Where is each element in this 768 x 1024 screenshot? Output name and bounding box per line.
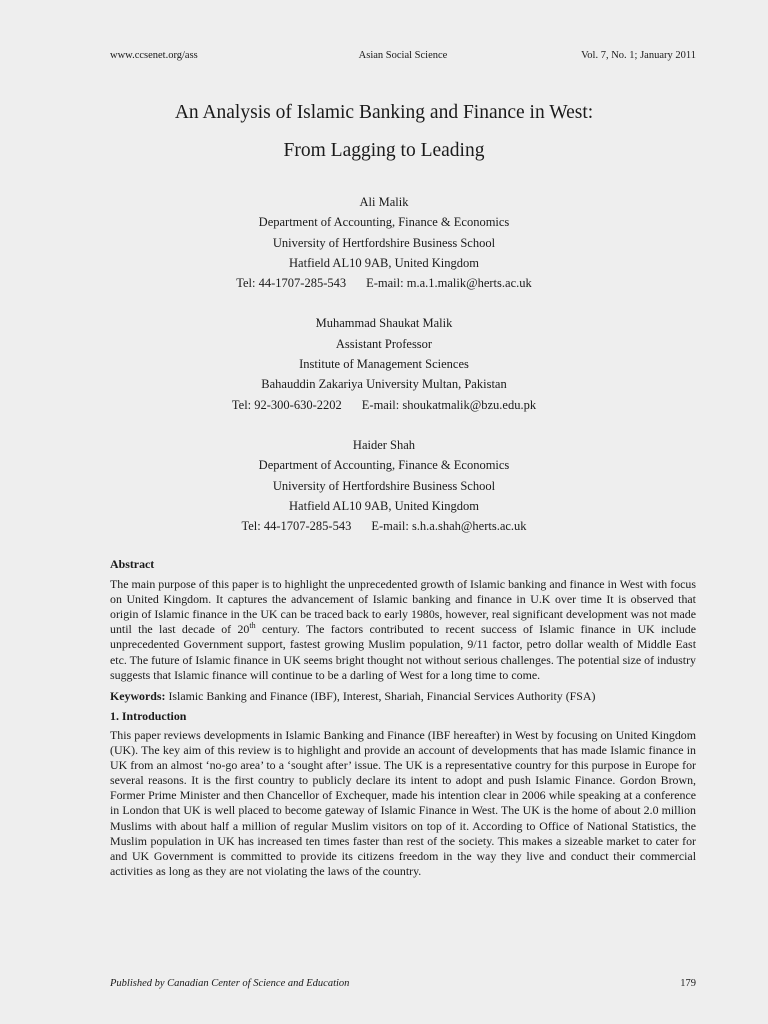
- author-contact: [0, 516, 768, 536]
- keywords-text: Islamic Banking and Finance (IBF), Interest, Shariah, Financial Services Authority (FSA): [165, 688, 596, 703]
- abstract-text-part: The main purpose of this paper is to highlight the unprecedented growth of Islamic banking and finance in West with focus on United Kingdom. It captures the advancement of Islamic banking and finance in U.K over time It is observed that origin of Islamic finance in the UK can be traced back to early 1980s, however, real significant development was not made until the last decade of 20: [110, 577, 696, 637]
- abstract-text-part: century. The factors contributed to recent success of Islamic finance in UK include unprecedented Government support, fastest growing Muslim population, 9/11 factor, petro dollar wealth of Middle East etc. The future of Islamic finance in UK seems bright thought not without serious challenges. The potential size of industry suggests that Islamic finance will continue to be a darling of West for a long time to come.: [110, 622, 696, 682]
- author-block: [0, 192, 768, 293]
- author-affiliation-line: Assistant Professor: [335, 336, 433, 351]
- page-number: 179: [680, 978, 696, 989]
- paper-body: [110, 557, 696, 879]
- superscript: th: [249, 621, 256, 631]
- paper-title-line-2: From Lagging to Leading: [283, 140, 485, 161]
- author-list: [0, 192, 768, 536]
- page-footer: [110, 978, 696, 992]
- author-tel: Tel: 92-300-630-2202: [231, 397, 342, 412]
- author-affiliation-line: Department of Accounting, Finance & Economics: [258, 215, 510, 230]
- author-email[interactable]: E-mail: s.h.a.shah@herts.ac.uk: [371, 519, 527, 534]
- author-affiliation-line: University of Hertfordshire Business School: [272, 478, 496, 493]
- author-contact: [0, 395, 768, 415]
- author-affiliation-line: Bahauddin Zakariya University Multan, Pakistan: [261, 377, 507, 392]
- running-header: [110, 50, 696, 64]
- introduction-heading: 1. Introduction: [110, 708, 187, 723]
- journal-name: Asian Social Science: [358, 50, 448, 61]
- abstract-heading: Abstract: [110, 557, 155, 571]
- author-affiliation-line: Hatfield AL10 9AB, United Kingdom: [289, 498, 479, 513]
- issue-info: Vol. 7, No. 1; January 2011: [581, 50, 696, 61]
- author-block: [0, 435, 768, 536]
- author-tel: Tel: 44-1707-285-543: [236, 276, 347, 291]
- author-email[interactable]: E-mail: shoukatmalik@bzu.edu.pk: [361, 397, 537, 412]
- author-contact: [0, 273, 768, 293]
- paper-title-line-1: An Analysis of Islamic Banking and Finance in West:: [174, 102, 594, 123]
- author-affiliation-line: Department of Accounting, Finance & Economics: [258, 458, 510, 473]
- publisher-note: Published by Canadian Center of Science and Education: [110, 978, 350, 989]
- author-name: Haider Shah: [352, 437, 416, 452]
- keywords-label: Keywords:: [110, 688, 166, 703]
- author-name: Ali Malik: [359, 195, 409, 209]
- author-affiliation-line: Hatfield AL10 9AB, United Kingdom: [289, 255, 479, 270]
- author-affiliation-line: University of Hertfordshire Business School: [272, 235, 496, 250]
- keywords: [110, 689, 696, 704]
- abstract-text: [110, 577, 696, 683]
- author-affiliation-line: Institute of Management Sciences: [299, 357, 469, 372]
- journal-website[interactable]: www.ccsenet.org/ass: [110, 50, 198, 61]
- author-name: Muhammad Shaukat Malik: [315, 316, 453, 331]
- author-email[interactable]: E-mail: m.a.1.malik@herts.ac.uk: [366, 276, 532, 291]
- introduction-text: This paper reviews developments in Islamic Banking and Finance (IBF hereafter) in West by focusing on United Kingdom (UK). The key aim of this review is to highlight and provide an account of developments that has made Islamic finance in UK from an almost ‘no-go area’ to a ‘sought after’ issue. The UK is a representative country for this purpose in Europe for several reasons. It is the first country to publicly declare its intent to adopt and push Islamic Finance. Gordon Brown, Former Prime Minister and then Chancellor of Exchequer, made his intention clear in 2006 while speaking at a conference in London that UK is well placed to become gateway of Islamic Finance in West. The UK is the home of about 2.0 million Muslims with about half a million of regular Muslim visitors on top of it. According to Office of National Statistics, the Muslim population in UK has increased ten times faster than rest of the society. This makes a sizeable market to cater for and UK Government is committed to provide its citizens freedom in the way they live and conduct their commercial activities as long as they are not violating the laws of the country.: [110, 727, 696, 878]
- author-tel: Tel: 44-1707-285-543: [241, 519, 352, 534]
- author-block: [0, 313, 768, 414]
